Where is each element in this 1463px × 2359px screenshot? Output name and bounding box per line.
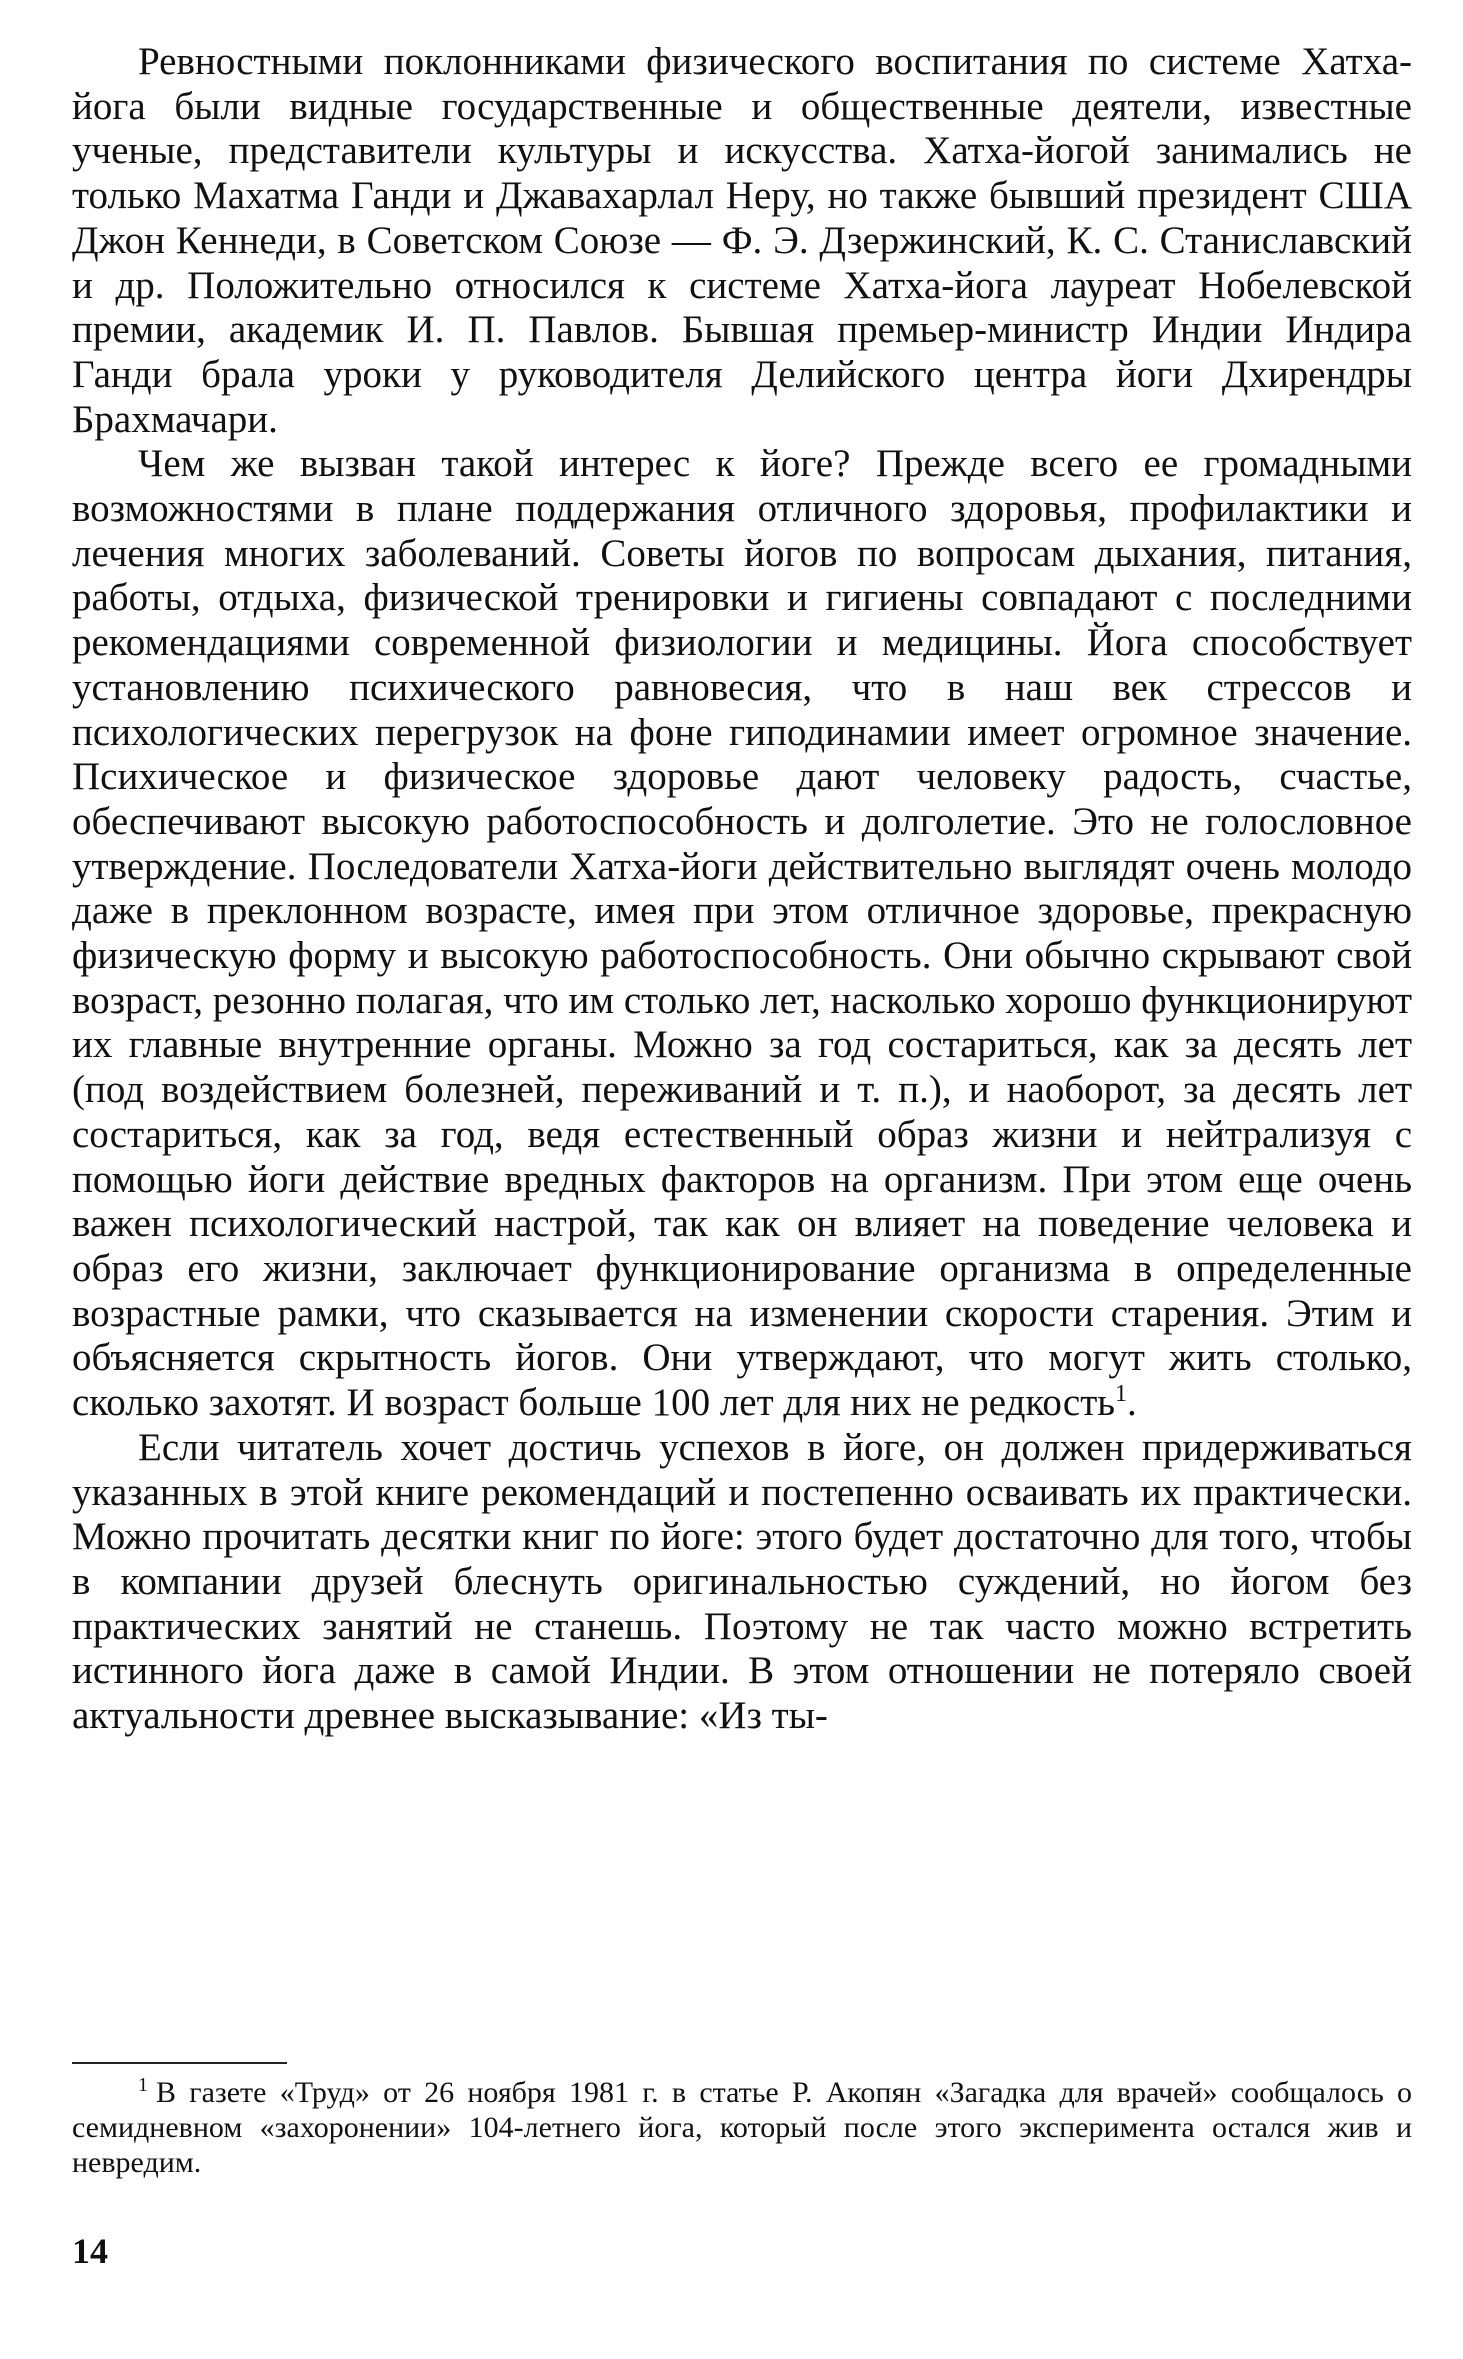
footnote-reference: 1	[1115, 1381, 1128, 1408]
paragraph-1: Ревностными поклонниками физического воспитания по системе Хатха-йога были видные государственные и общественные деятели, известные ученые, представители культуры и искусства. Хатха-йогой занимались не только Махатма Ганди и Джавахарлал Неру, но также бывший президент США Джон Кеннеди, в Советском Союзе — Ф. Э. Дзержинский, К. С. Станиславский и др. Положительно относился к системе Хатха-йога лауреат Нобелевской премии, академик И. П. Павлов. Бывшая премьер-министр Индии Индира Ганди брала уроки у руководителя Делийского центра йоги Дхирендры Брахмачари.	[72, 40, 1412, 441]
footnote-marker: 1	[138, 2074, 148, 2096]
paragraph-2-text: Чем же вызван такой интерес к йоге? Прежде всего ее громадными возможностями в плане поддержания отличного здоровья, профилактики и лечения многих заболеваний. Советы йогов по вопросам дыхания, питания, работы, отдыха, физической тренировки и гигиены совпадают с последними рекомендациями современной физиологии и медицины. Йога способствует установлению психического равновесия, что в наш век стрессов и психологических перегрузок на фоне гиподинамии имеет огромное значение. Психическое и физическое здоровье дают человеку радость, счастье, обеспечивают высокую работоспособность и долголетие. Это не голословное утверждение. Последователи Хатха-йоги действительно выглядят очень молодо даже в преклонном возрасте, имея при этом отличное здоровье, прекрасную физическую форму и высокую работоспособность. Они обычно скрывают свой возраст, резонно полагая, что им столько лет, насколько хорошо функционируют их главные внутренние органы. Можно за год состариться, как за десять лет (под воздействием болезней, переживаний и т. п.), и наоборот, за десять лет состариться, как за год, ведя естественный образ жизни и нейтрализуя с помощью йоги действие вредных факторов на организм. При этом еще очень важен психологический настрой, так как он влияет на поведение человека и образ его жизни, заключает функционирование организма в определенные возрастные рамки, что сказывается на изменении скорости старения. Этим и объясняется скрытность йогов. Они утверждают, что могут жить столько, сколько захотят. И возраст больше 100 лет для них не редкость	[72, 442, 1412, 1425]
paragraph-2	[72, 442, 1412, 1425]
paragraph-3: Если читатель хочет достичь успехов в йоге, он должен придерживаться указанных в этой книге рекомендаций и постепенно осваивать их практически. Можно прочитать десятки книг по йоге: этого будет достаточно для того, чтобы в компании друзей блеснуть оригинальностью суждений, но йогом без практических занятий не станешь. Поэтому не так часто можно встретить истинного йога даже в самой Индии. В этом отношении не потеряло своей актуальности древнее высказывание: «Из ты-	[72, 1425, 1412, 1738]
page-number: 14	[72, 2231, 108, 2271]
footnote-divider	[72, 2062, 287, 2064]
paragraph-2-tail: .	[1127, 1381, 1137, 1425]
footnote-text: В газете «Труд» от 26 ноября 1981 г. в статье Р. Акопян «Загадка для врачей» сообщалось о семидневном «захоронении» 104-летнего йога, который после этого эксперимента остался жив и невредим.	[72, 2076, 1412, 2179]
footnote	[72, 2075, 1412, 2180]
main-text	[72, 40, 1412, 1739]
